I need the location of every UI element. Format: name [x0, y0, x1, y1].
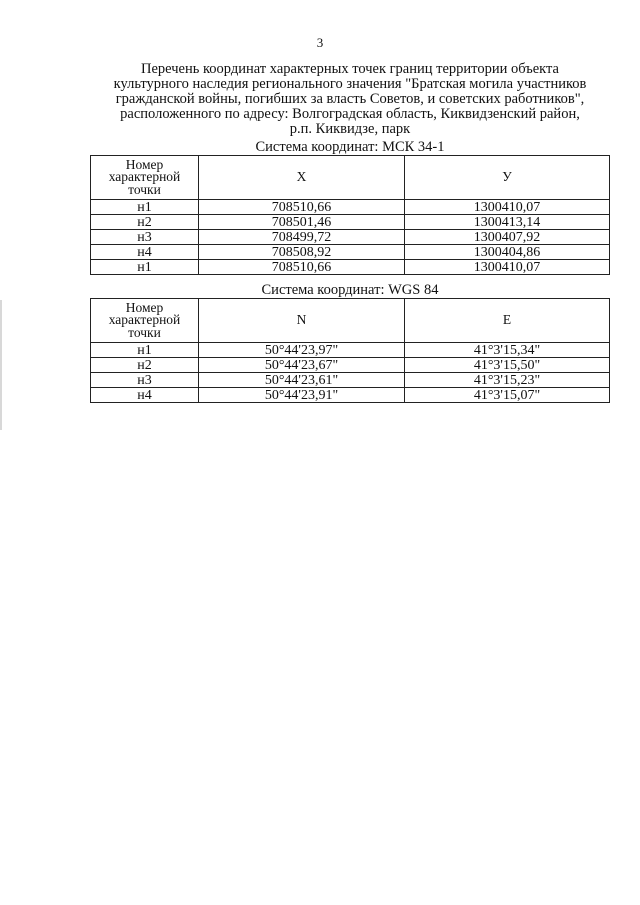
heading-line: Перечень координат характерных точек границ территории объекта [141, 61, 559, 77]
longitude-cell: 41°3'15,23" [405, 373, 610, 388]
table-row [91, 245, 610, 260]
latitude-cell: 50°44'23,61" [199, 373, 405, 388]
page-number: 3 [316, 35, 324, 50]
x-coordinate-cell: 708510,66 [199, 260, 405, 275]
x-coordinate-cell: 708499,72 [199, 230, 405, 245]
scan-edge-mark [0, 300, 2, 430]
heading-line: культурного наследия регионального значения "Братская могила участников [113, 76, 587, 92]
column-header-n: N [199, 299, 405, 343]
table-row [91, 373, 610, 388]
x-coordinate-cell: 708510,66 [199, 200, 405, 215]
point-number-cell: н1 [91, 260, 199, 275]
column-header-x: X [199, 156, 405, 200]
column-header-point-number: Номер характерной точки [91, 156, 199, 200]
y-coordinate-cell: 1300410,07 [405, 200, 610, 215]
table-row [91, 388, 610, 403]
table-caption-msk: Система координат: МСК 34-1 [255, 139, 445, 155]
heading-line: гражданской войны, погибших за власть Советов, и советских работников", [115, 91, 585, 107]
y-coordinate-cell: 1300404,86 [405, 245, 610, 260]
table-header-row [91, 299, 610, 343]
point-number-cell: н2 [91, 358, 199, 373]
table-row [91, 200, 610, 215]
latitude-cell: 50°44'23,97" [199, 343, 405, 358]
longitude-cell: 41°3'15,07" [405, 388, 610, 403]
longitude-cell: 41°3'15,34" [405, 343, 610, 358]
table-row [91, 358, 610, 373]
longitude-cell: 41°3'15,50" [405, 358, 610, 373]
y-coordinate-cell: 1300410,07 [405, 260, 610, 275]
point-number-cell: н2 [91, 215, 199, 230]
coordinates-table-msk [90, 155, 610, 275]
heading-line: р.п. Киквидзе, парк [289, 121, 411, 137]
coordinates-table-wgs84 [90, 298, 610, 403]
point-number-cell: н4 [91, 388, 199, 403]
table-row [91, 230, 610, 245]
point-number-cell: н3 [91, 230, 199, 245]
latitude-cell: 50°44'23,67" [199, 358, 405, 373]
point-number-cell: н4 [91, 245, 199, 260]
y-coordinate-cell: 1300407,92 [405, 230, 610, 245]
table-row [91, 260, 610, 275]
heading-line: расположенного по адресу: Волгоградская область, Киквидзенский район, [120, 106, 580, 122]
table-row [91, 343, 610, 358]
point-number-cell: н1 [91, 200, 199, 215]
column-header-y: У [405, 156, 610, 200]
point-number-cell: н3 [91, 373, 199, 388]
table-caption-wgs84: Система координат: WGS 84 [261, 282, 439, 298]
table-header-row [91, 156, 610, 200]
document-heading [95, 62, 605, 137]
table-row [91, 215, 610, 230]
latitude-cell: 50°44'23,91" [199, 388, 405, 403]
y-coordinate-cell: 1300413,14 [405, 215, 610, 230]
point-number-cell: н1 [91, 343, 199, 358]
column-header-e: E [405, 299, 610, 343]
column-header-point-number: Номер характерной точки [91, 299, 199, 343]
x-coordinate-cell: 708501,46 [199, 215, 405, 230]
x-coordinate-cell: 708508,92 [199, 245, 405, 260]
